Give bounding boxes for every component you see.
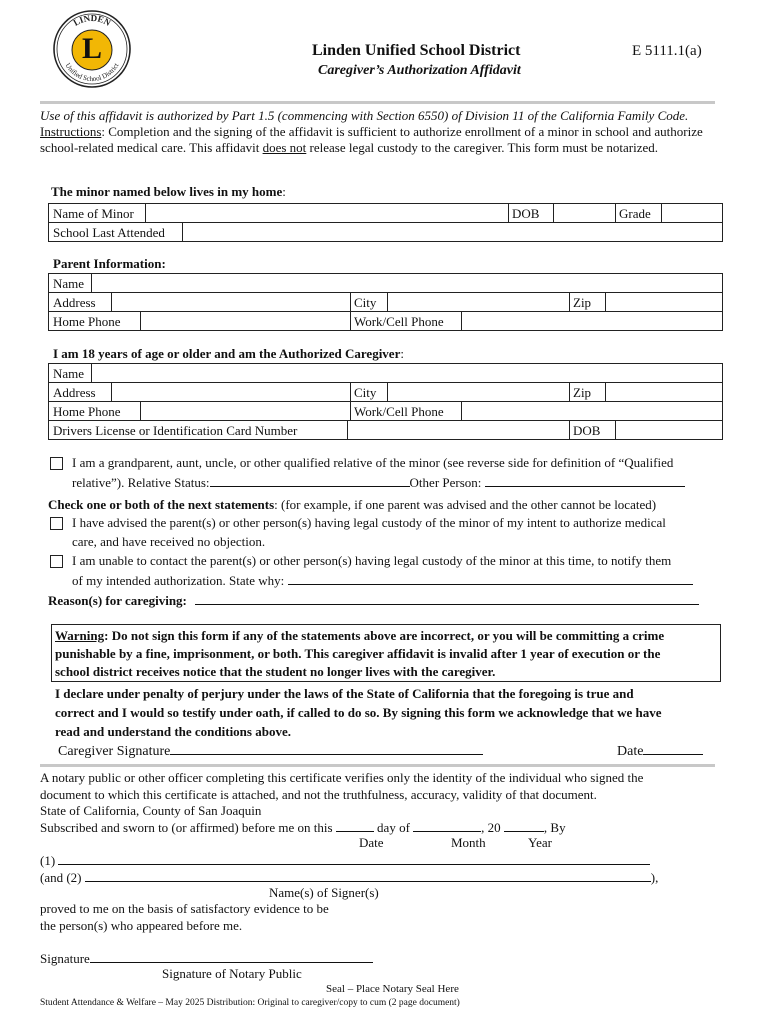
form-subtitle: Caregiver’s Authorization Affidavit: [318, 63, 521, 78]
warning-label: Warning: [55, 628, 105, 643]
signer-2-input[interactable]: [85, 869, 651, 882]
sworn-text-a: Subscribed and sworn to (or affirmed) before me on this: [40, 820, 333, 835]
parent-name-input[interactable]: [92, 274, 722, 292]
caregiver-address-label: Address: [53, 385, 96, 400]
parent-row-1: [48, 273, 723, 293]
reason-input[interactable]: [195, 592, 699, 605]
sworn-row: [40, 819, 566, 836]
caregiver-date-row: [617, 742, 703, 761]
signer-2-end: ),: [650, 870, 659, 885]
sworn-text-b: day of: [377, 820, 410, 835]
school-label: School Last Attended: [53, 225, 165, 240]
caregiver-zip-label: Zip: [573, 385, 592, 400]
advised-checkbox[interactable]: [50, 517, 63, 530]
caregiver-work-phone-label: Work/Cell Phone: [354, 404, 444, 419]
caregiver-name-input[interactable]: [92, 364, 722, 382]
caregiver-dob-label: DOB: [573, 423, 601, 438]
minor-dob-label: DOB: [512, 206, 540, 221]
district-logo: [52, 9, 132, 89]
notary-signature-input[interactable]: [90, 950, 373, 963]
caregiver-date-label: Date: [617, 744, 644, 759]
warning-text-1: : Do not sign this form if any of the statements above are incorrect, or you will be committing a crime: [104, 628, 665, 643]
parent-work-phone-input[interactable]: [462, 312, 722, 330]
parent-row-2: [48, 292, 723, 312]
parent-heading: Parent Information:: [53, 256, 166, 271]
statements-heading: [48, 497, 656, 513]
parent-zip-input[interactable]: [606, 293, 722, 311]
minor-grade-input[interactable]: [662, 204, 722, 222]
parent-row-3: [48, 311, 723, 331]
notary-signature-label: Signature: [40, 951, 90, 966]
relative-line-1: I am a grandparent, aunt, uncle, or other qualified relative of the minor (see reverse side for definition of “Qualified: [72, 455, 674, 470]
caregiver-home-phone-input[interactable]: [141, 402, 350, 420]
declaration-line-3: read and understand the conditions above.: [55, 724, 291, 739]
signer-2-label: (and (2): [40, 870, 82, 885]
statements-heading-bold: Check one or both of the next statements: [48, 497, 275, 512]
svg-text:Unified School District: Unified School District: [63, 61, 121, 84]
intro-authority: Use of this affidavit is authorized by Part 1.5 (commencing with Section 6550) of Division 11 of the California Family Code.: [40, 108, 689, 123]
caregiver-dob-input[interactable]: [616, 421, 722, 439]
caregiver-row-2: [48, 382, 723, 402]
caregiver-signature-input[interactable]: [170, 742, 483, 755]
notary-line-2: document to which this certificate is attached, and not the truthfulness, accuracy, validity of that document.: [40, 787, 597, 802]
intro-text-1: : Completion and the signing of the affidavit is sufficient to authorize enrollment of a minor in school and authorize school-related medical care. This affidavit: [40, 124, 703, 155]
minor-row-1: [48, 203, 723, 223]
relative-line-2: [72, 474, 685, 491]
intro-text-2: release legal custody to the caregiver. This form must be notarized.: [306, 140, 659, 155]
caregiver-name-label: Name: [53, 366, 85, 381]
caregiver-zip-input[interactable]: [606, 383, 722, 401]
caregiver-date-input[interactable]: [643, 742, 703, 755]
caregiver-row-3: [48, 401, 723, 421]
header-divider: [40, 101, 715, 104]
minor-name-label: Name of Minor: [53, 206, 134, 221]
relative-status-label: relative”). Relative Status:: [72, 475, 210, 490]
minor-grade-label: Grade: [619, 206, 651, 221]
parent-work-phone-label: Work/Cell Phone: [354, 314, 444, 329]
school-input[interactable]: [183, 223, 721, 241]
caregiver-signature-row: [58, 742, 483, 761]
parent-city-input[interactable]: [388, 293, 569, 311]
sworn-text-d: , By: [543, 820, 566, 835]
minor-name-input[interactable]: [146, 204, 508, 222]
form-number: E 5111.1(a): [632, 43, 702, 59]
minor-heading-text: The minor named below lives in my home: [51, 184, 283, 199]
year-caption: Year: [528, 835, 552, 850]
parent-home-phone-label: Home Phone: [53, 314, 121, 329]
state-why-label: of my intended authorization. State why:: [72, 573, 285, 588]
svg-text:LINDEN: LINDEN: [71, 12, 113, 28]
unable-checkbox[interactable]: [50, 555, 63, 568]
caregiver-row-1: [48, 363, 723, 383]
advised-line-2: care, and have received no objection.: [72, 534, 266, 549]
notary-signature-row: [40, 950, 373, 967]
declaration-line-1: I declare under penalty of perjury under the laws of the State of California that the foregoing is true and: [55, 686, 634, 701]
warning-line-1: [55, 628, 664, 644]
caregiver-city-label: City: [354, 385, 377, 400]
warning-line-2: punishable by a fine, imprisonment, or both. This caregiver affidavit is invalid after 1 year of execution or the: [55, 646, 661, 661]
signer-1-row: [40, 852, 650, 869]
logo-letter: L: [81, 32, 102, 65]
relative-status-input[interactable]: [210, 474, 410, 487]
names-of-signers-caption: Name(s) of Signer(s): [269, 885, 379, 900]
warning-line-3: school district receives notice that the student no longer lives with the caregiver.: [55, 664, 496, 679]
caregiver-home-phone-label: Home Phone: [53, 404, 121, 419]
caregiver-work-phone-input[interactable]: [462, 402, 722, 420]
license-label: Drivers License or Identification Card Number: [53, 423, 298, 438]
parent-address-input[interactable]: [112, 293, 350, 311]
sworn-year-input[interactable]: [504, 819, 544, 832]
unable-line-1: I am unable to contact the parent(s) or other person(s) having legal custody of the minor at this time, to notify them: [72, 553, 672, 568]
signer-2-row: [40, 869, 658, 886]
parent-address-label: Address: [53, 295, 96, 310]
statements-heading-rest: : (for example, if one parent was advised and the other cannot be located): [274, 497, 657, 512]
caregiver-row-4: [48, 420, 723, 440]
intro-paragraph: [40, 108, 730, 156]
unable-line-2: [72, 572, 693, 589]
month-caption: Month: [451, 835, 486, 850]
caregiver-heading-text: I am 18 years of age or older and am the Authorized Caregiver: [53, 346, 401, 361]
sworn-text-c: , 20: [481, 820, 501, 835]
minor-row-2: [48, 222, 723, 242]
parent-zip-label: Zip: [573, 295, 592, 310]
does-not-text: does not: [262, 140, 307, 155]
warning-box: [51, 624, 721, 682]
parent-city-label: City: [354, 295, 377, 310]
caregiver-address-input[interactable]: [112, 383, 350, 401]
signer-1-label: (1): [40, 853, 56, 868]
date-caption: Date: [359, 835, 384, 850]
declaration-line-2: correct and I would so testify under oath, if called to do so. By signing this form we acknowledge that we have: [55, 705, 662, 720]
notary-divider: [40, 764, 715, 767]
proved-line-1: proved to me on the basis of satisfactory evidence to be: [40, 901, 329, 916]
notary-state: State of California, County of San Joaquin: [40, 803, 262, 818]
footer-text: Student Attendance & Welfare – May 2025 Distribution: Original to caregiver/copy to cum (2 page document): [40, 998, 460, 1008]
advised-line-1: I have advised the parent(s) or other person(s) having legal custody of the minor of my intent to authorize medical: [72, 515, 666, 530]
seal-caption: Seal – Place Notary Seal Here: [326, 983, 459, 995]
district-name: Linden Unified School District: [312, 42, 521, 59]
caregiver-signature-label: Caregiver Signature: [58, 744, 171, 759]
sworn-day-input[interactable]: [336, 819, 374, 832]
reason-label: Reason(s) for caregiving:: [48, 593, 187, 608]
parent-home-phone-input[interactable]: [141, 312, 350, 330]
state-why-input[interactable]: [288, 572, 693, 585]
minor-heading: The minor named below lives in my home:: [51, 184, 286, 199]
reason-row: [48, 592, 699, 609]
license-input[interactable]: [348, 421, 570, 439]
proved-line-2: the person(s) who appeared before me.: [40, 918, 243, 933]
sworn-month-input[interactable]: [413, 819, 481, 832]
notary-line-1: A notary public or other officer completing this certificate verifies only the identity of the individual who signed the: [40, 770, 644, 785]
caregiver-city-input[interactable]: [388, 383, 569, 401]
notary-public-caption: Signature of Notary Public: [162, 966, 302, 981]
signer-1-input[interactable]: [58, 852, 650, 865]
other-person-label: Other Person:: [409, 475, 482, 490]
caregiver-heading: I am 18 years of age or older and am the Authorized Caregiver:: [53, 346, 404, 361]
instructions-label: Instructions: [40, 124, 102, 139]
parent-name-label: Name: [53, 276, 85, 291]
other-person-input[interactable]: [485, 474, 685, 487]
relative-checkbox[interactable]: [50, 457, 63, 470]
